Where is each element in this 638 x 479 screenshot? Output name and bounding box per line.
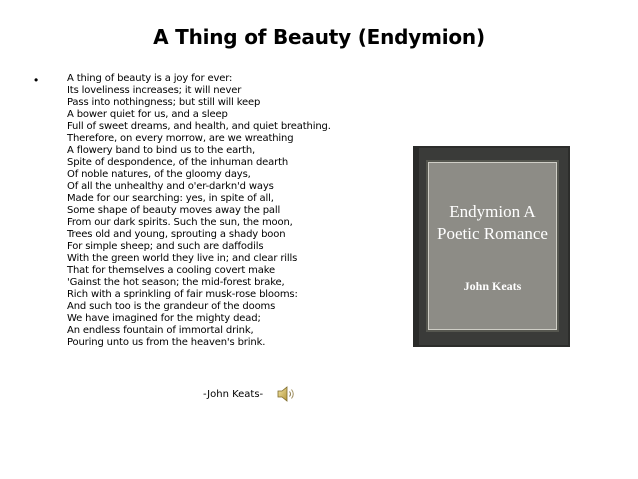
book-title-line: Endymion A bbox=[449, 202, 536, 221]
poem-line: Of all the unhealthy and o'er-darkn'd ways bbox=[67, 181, 274, 192]
poem-line: A bower quiet for us, and a sleep bbox=[67, 109, 228, 120]
book-author: John Keats bbox=[463, 279, 522, 293]
poem-line: Pouring unto us from the heaven's brink. bbox=[67, 337, 266, 348]
poem-line: That for themselves a cooling covert make bbox=[67, 265, 276, 276]
poem-line: From our dark spirits. Such the sun, the moon, bbox=[67, 217, 293, 228]
poem-line: For simple sheep; and such are daffodils bbox=[67, 241, 264, 252]
speaker-icon[interactable] bbox=[276, 385, 298, 403]
poem-text bbox=[67, 73, 387, 349]
poem-line: Of noble natures, of the gloomy days, bbox=[67, 169, 251, 180]
book-spine bbox=[413, 146, 419, 347]
poem-line: Pass into nothingness; but still will keep bbox=[67, 97, 261, 108]
poem-line: A flowery band to bind us to the earth, bbox=[67, 145, 256, 156]
poem-line: Rich with a sprinkling of fair musk-rose blooms: bbox=[67, 289, 298, 300]
book-title bbox=[429, 201, 556, 245]
poem-line: With the green world they live in; and clear rills bbox=[67, 253, 298, 264]
poem-line: Trees old and young, sprouting a shady boon bbox=[67, 229, 286, 240]
poem-line: We have imagined for the mighty dead; bbox=[67, 313, 261, 324]
poem-line: Spite of despondence, of the inhuman dearth bbox=[67, 157, 289, 168]
poem-line: Some shape of beauty moves away the pall bbox=[67, 205, 281, 216]
poem-line: Full of sweet dreams, and health, and quiet breathing. bbox=[67, 121, 331, 132]
attribution: -John Keats- bbox=[203, 389, 264, 400]
bullet-marker: • bbox=[34, 73, 39, 87]
poem-line: 'Gainst the hot season; the mid-forest brake, bbox=[67, 277, 285, 288]
book-cover-image bbox=[413, 146, 570, 347]
book-title-line: Poetic Romance bbox=[437, 224, 548, 243]
poem-line: A thing of beauty is a joy for ever: bbox=[67, 73, 233, 84]
slide-title: A Thing of Beauty (Endymion) bbox=[153, 25, 485, 49]
poem-line: Therefore, on every morrow, are we wreathing bbox=[67, 133, 294, 144]
poem-line: An endless fountain of immortal drink, bbox=[67, 325, 254, 336]
poem-line: Its loveliness increases; it will never bbox=[67, 85, 242, 96]
poem-line: And such too is the grandeur of the dooms bbox=[67, 301, 276, 312]
book-cover-panel bbox=[428, 162, 557, 330]
poem-line: Made for our searching: yes, in spite of all, bbox=[67, 193, 274, 204]
